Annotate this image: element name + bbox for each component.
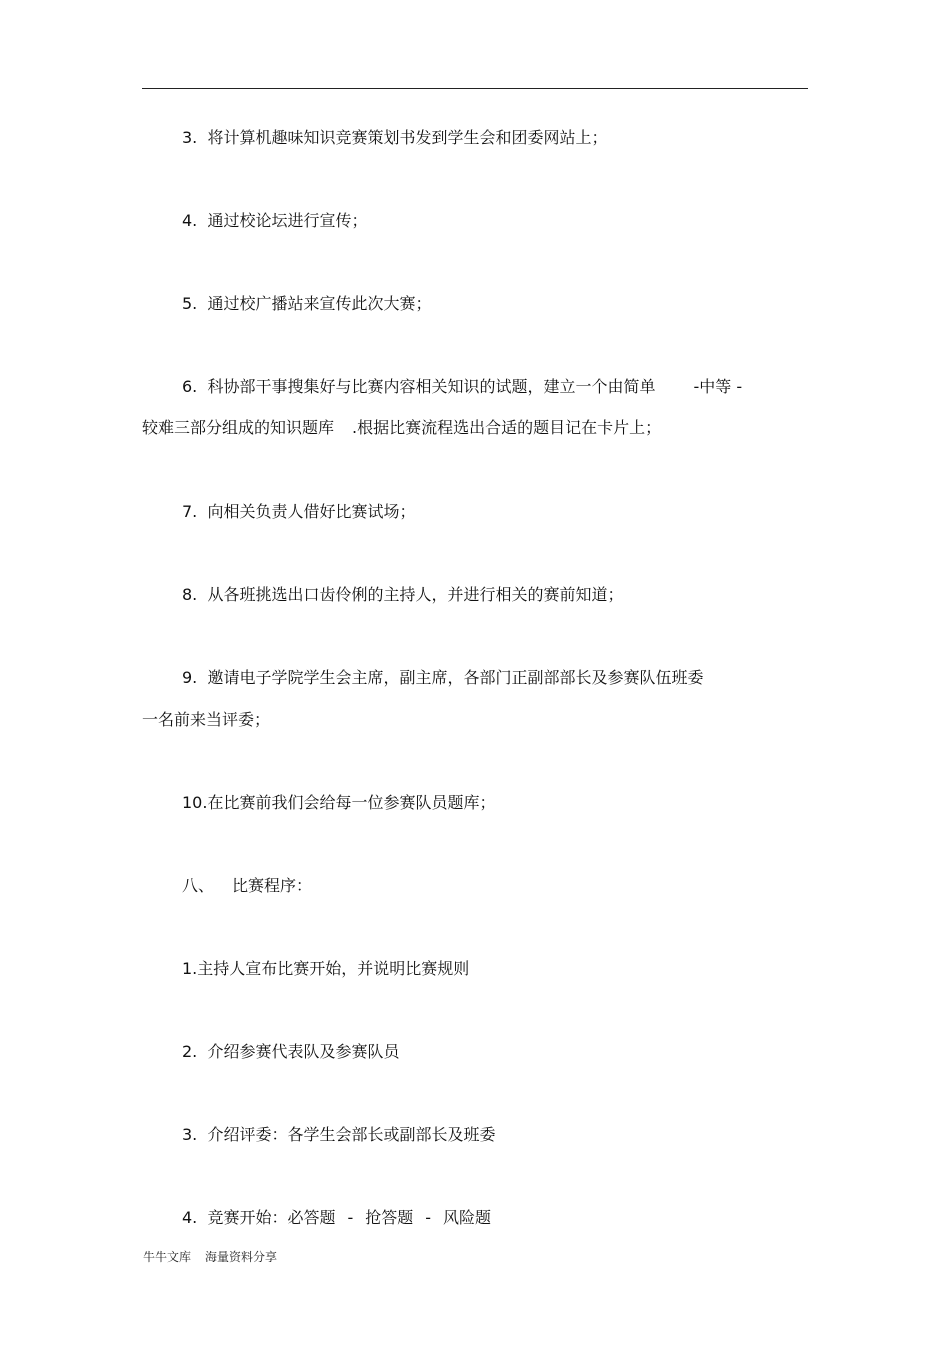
step-1 <box>182 959 469 979</box>
item-number: 4. <box>182 211 198 230</box>
footer-tagline: 海量资料分享 <box>205 1250 278 1264</box>
step-text: 抢答题 <box>365 1208 414 1227</box>
item-text: 10.在比赛前我们会给每一位参赛队员题库； <box>182 793 496 812</box>
header-rule <box>142 88 808 89</box>
section-title: 比赛程序： <box>232 876 313 895</box>
item-text-continued: -中等 - <box>693 377 743 396</box>
step-2 <box>182 1042 399 1062</box>
item-text: 向相关负责人借好比赛试场； <box>207 502 416 521</box>
step-4 <box>182 1208 491 1228</box>
item-text: 通过校论坛进行宣传； <box>207 211 368 230</box>
item-text: 邀请电子学院学生会主席，副主席，各部门正副部部长及参赛队伍班委 <box>207 668 704 687</box>
item-6-continuation <box>142 418 661 438</box>
step-number: 2. <box>182 1042 198 1061</box>
step-text: 介绍评委：各学生会部长或副部长及班委 <box>207 1125 496 1144</box>
step-text: 介绍参赛代表队及参赛队员 <box>207 1042 400 1061</box>
item-3 <box>182 128 607 148</box>
item-text-continued: .根据比赛流程选出合适的题目记在卡片上； <box>352 418 662 437</box>
item-9 <box>182 668 703 688</box>
item-text: 将计算机趣味知识竞赛策划书发到学生会和团委网站上； <box>207 128 608 147</box>
step-text: 风险题 <box>443 1208 492 1227</box>
item-number: 5. <box>182 294 198 313</box>
item-number: 8. <box>182 585 198 604</box>
step-text: 1.主持人宣布比赛开始，并说明比赛规则 <box>182 959 470 978</box>
item-number: 9. <box>182 668 198 687</box>
step-separator: - <box>425 1208 432 1227</box>
item-number: 6. <box>182 377 198 396</box>
step-3 <box>182 1125 495 1145</box>
item-10 <box>182 793 495 813</box>
step-number: 4. <box>182 1208 198 1227</box>
step-number: 3. <box>182 1125 198 1144</box>
item-text: 一名前来当评委； <box>142 710 271 729</box>
item-9-continuation <box>142 710 270 730</box>
item-5 <box>182 294 431 314</box>
item-text: 通过校广播站来宣传此次大赛； <box>207 294 432 313</box>
item-8 <box>182 585 623 605</box>
item-text: 从各班挑选出口齿伶俐的主持人，并进行相关的赛前知道； <box>207 585 624 604</box>
section-heading <box>182 876 312 896</box>
footer-brand: 牛牛文库 <box>143 1250 192 1264</box>
item-7 <box>182 502 415 522</box>
section-number: 八、 <box>182 876 215 895</box>
item-text: 科协部干事搜集好与比赛内容相关知识的试题，建立一个由简单 <box>207 377 656 396</box>
item-4 <box>182 211 367 231</box>
item-text: 较难三部分组成的知识题库 <box>142 418 335 437</box>
step-separator: - <box>347 1208 354 1227</box>
step-text: 竞赛开始：必答题 <box>207 1208 336 1227</box>
page-footer <box>143 1249 277 1265</box>
item-number: 7. <box>182 502 198 521</box>
item-number: 3. <box>182 128 198 147</box>
item-6 <box>182 377 742 397</box>
